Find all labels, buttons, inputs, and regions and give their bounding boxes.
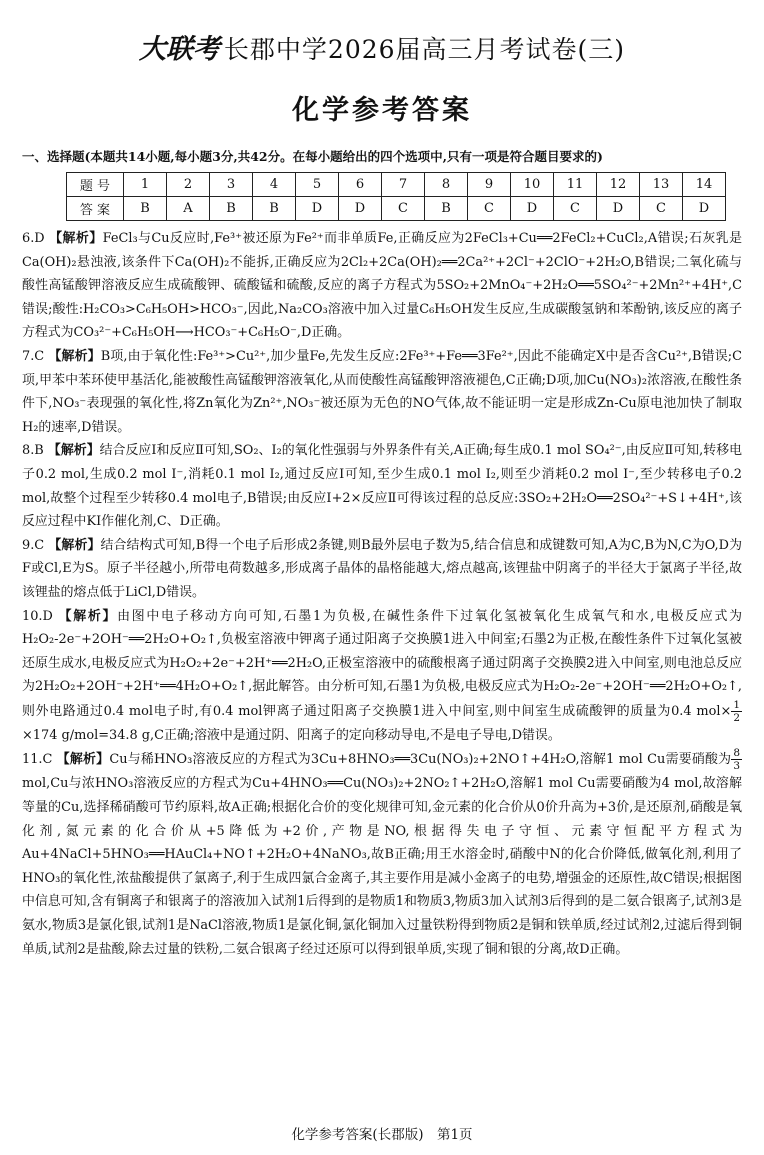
document-title: 化学参考答案 xyxy=(292,95,472,126)
question-number: 10.D xyxy=(22,608,53,624)
analysis-tag: 【解析】 xyxy=(48,348,101,364)
explanation-text: FeCl₃与Cu反应时,Fe³⁺被还原为Fe²⁺而非单质Fe,正确反应为2FeCl₃+Cu══2FeCl₂+CuCl₂,A错误;石灰乳是Ca(OH)₂悬浊液,该条件下Ca(OH)₂不能拆,正确反应为2Cl₂+2Ca(OH)₂══2Ca²⁺+2Cl⁻+2ClO⁻+2H₂O,B错误;二氧化硫与酸性高锰酸钾溶液反应生成硫酸钾、硫酸锰和硫酸,反应的离子方程式为5SO₂+2MnO₄⁻+2H₂O══5SO₄²⁻+2Mn²⁺+4H⁺,C错误;酸性:H₂CO₃>C₆H₅OH>HCO₃⁻,因此,Na₂CO₃溶液中加入过量C₆H₅OH发生反应,生成碳酸氢钠和苯酚钠,该反应的离子方程式为CO₃²⁻+C₆H₅OH⟶HCO₃⁻+C₆H₅O⁻,D正确。 xyxy=(22,231,742,341)
answer-cell: B xyxy=(210,197,253,221)
question-number-cell: 5 xyxy=(296,173,339,197)
question-number: 7.C xyxy=(22,348,45,364)
answer-row xyxy=(67,197,726,221)
fraction-denominator: 3 xyxy=(733,760,740,773)
answer-cell: C xyxy=(468,197,511,221)
question-number-cell: 3 xyxy=(210,173,253,197)
answer-cell: D xyxy=(339,197,382,221)
question-number-cell: 13 xyxy=(640,173,683,197)
fraction-numerator: 1 xyxy=(733,698,740,711)
answer-cell: C xyxy=(640,197,683,221)
exam-title: 长郡中学2026届高三月考试卷(三) xyxy=(223,35,626,64)
question-number-cell: 12 xyxy=(597,173,640,197)
answer-cell: D xyxy=(296,197,339,221)
question-number-cell: 11 xyxy=(554,173,597,197)
question-number-cell: 9 xyxy=(468,173,511,197)
answer-label: 答 案 xyxy=(67,197,124,221)
question-number-cell: 8 xyxy=(425,173,468,197)
answer-cell: B xyxy=(124,197,167,221)
brand-logo-text: 大联考 xyxy=(138,34,220,64)
explanation-q8 xyxy=(22,439,742,533)
explanation-text-continued: mol,Cu与浓HNO₃溶液反应的方程式为Cu+4HNO₃══Cu(NO₃)₂+2NO₂↑+2H₂O,溶解1 mol Cu需要硝酸为4 mol,故溶解等量的Cu,选择稀硝酸可节约原料,故A正确;根据化合价的变化规律可知,金元素的化合价从0价升高为+3价,是还原剂,硝酸是氧化剂,氮元素的化合价从+5降低为+2价,产物是NO,根据得失电子守恒、元素守恒配平方程式为Au+4NaCl+5HNO₃══HAuCl₄+NO↑+2H₂O+4NaNO₃,故B正确;用王水溶金时,硝酸中N的化合价降低,做氧化剂,利用了HNO₃的氧化性,浓盐酸提供了氯离子,利于生成四氯合金离子,其主要作用是减小金离子的电势,增强金的还原性,故C错误;根据图中信息可知,含有铜离子和银离子的溶液加入试剂1后得到的是物质1和物质3,物质3加入试剂3后得到的是二氨合银离子,试剂3是氨水,物质3是氯化银,试剂1是NaCl溶液,物质1是氯化铜,氯化铜加入过量铁粉得到物质2是铜和铁单质,经过试剂2,过滤后得到铜单质,试剂2是盐酸,除去过量的铁粉,二氨合银离子经过还原可以得到银单质,实现了铜和银的分离,故D正确。 xyxy=(22,776,742,957)
fraction xyxy=(731,747,742,772)
explanation-text: B项,由于氧化性:Fe³⁺>Cu²⁺,加少量Fe,先发生反应:2Fe³⁺+Fe══3Fe²⁺,因此不能确定X中是否含Cu²⁺,B错误;C项,甲苯中苯环使甲基活化,能被酸性高锰酸钾溶液氧化,从而使酸性高锰酸钾溶液褪色,C正确;D项,加Cu(NO₃)₂浓溶液,在酸性条件下,NO₃⁻表现强的氧化性,将Zn氧化为Zn²⁺,NO₃⁻被还原为无色的NO气体,故不能证明一定是形成Zn-Cu原电池加快了制取H₂的速率,D错误。 xyxy=(22,348,743,435)
fraction xyxy=(731,699,742,724)
explanation-text: Cu与稀HNO₃溶液反应的方程式为3Cu+8HNO₃══3Cu(NO₃)₂+2NO↑+4H₂O,溶解1 mol Cu需要硝酸为 xyxy=(109,752,732,768)
answer-table xyxy=(66,172,726,221)
explanation-q6 xyxy=(22,227,742,345)
analysis-tag: 【解析】 xyxy=(48,537,101,553)
analysis-tag: 【解析】 xyxy=(58,608,118,624)
question-number: 11.C xyxy=(22,752,53,768)
explanation-text: 结合结构式可知,B得一个电子后形成2条键,则B最外层电子数为5,结合信息和成键数可知,A为C,B为N,C为O,D为F或Cl,E为S。原子半径越小,所带电荷数越多,形成离子晶体的晶格能越大,熔点越高,该锂盐中阴离子的半径大于氯离子半径,故该锂盐的熔点低于LiCl,D错误。 xyxy=(22,537,743,600)
answer-cell: B xyxy=(253,197,296,221)
question-number: 9.C xyxy=(22,537,45,553)
question-number-cell: 4 xyxy=(253,173,296,197)
answer-cell: C xyxy=(382,197,425,221)
question-number-cell: 10 xyxy=(511,173,554,197)
question-number-cell: 14 xyxy=(683,173,726,197)
analysis-tag: 【解析】 xyxy=(49,231,103,246)
answer-cell: D xyxy=(597,197,640,221)
answer-cell: B xyxy=(425,197,468,221)
explanation-text: 由图中电子移动方向可知,石墨1为负极,在碱性条件下过氧化氢被氧化生成氧气和水,电极反应式为H₂O₂-2e⁻+2OH⁻══2H₂O+O₂↑,负极室溶液中钾离子通过阳离子交换膜1进入中间室;石墨2为正极,在酸性条件下过氧化氢被还原生成水,电极反应式为H₂O₂+2e⁻+2H⁺══2H₂O,正极室溶液中的硫酸根离子通过阴离子交换膜2进入中间室,则电池总反应为2H₂O₂+2OH⁻+2H⁺══4H₂O+O₂↑,据此解答。由分析可知,石墨1为负极,电极反应式为H₂O₂-2e⁻+2OH⁻══2H₂O+O₂↑,则外电路通过0.4 mol电子时,有0.4 mol钾离子通过阳离子交换膜1进入中间室,则中间室生成硫酸钾的质量为0.4 mol× xyxy=(22,608,742,719)
explanation-q10 xyxy=(22,605,742,748)
answer-cell: D xyxy=(511,197,554,221)
question-number-cell: 6 xyxy=(339,173,382,197)
section-heading: 一、选择题(本题共14小题,每小题3分,共42分。在每小题给出的四个选项中,只有一项是符合题目要求的) xyxy=(22,149,603,164)
question-number: 8.B xyxy=(22,443,44,459)
answer-cell: D xyxy=(683,197,726,221)
explanation-text: 结合反应Ⅰ和反应Ⅱ可知,SO₂、I₂的氧化性强弱与外界条件有关,A正确;每生成0.1 mol SO₄²⁻,由反应Ⅱ可知,转移电子0.2 mol,生成0.2 mol I⁻,消耗0.1 mol I₂,通过反应Ⅰ可知,至少生成0.1 mol I₂,则至少消耗0.2 mol I⁻,至少转移电子0.2 mol,故整个过程至少转移0.4 mol电子,B错误;由反应Ⅰ+2×反应Ⅱ可得该过程的总反应:3SO₂+2H₂O══2SO₄²⁻+S↓+4H⁺,该反应过程中KI作催化剂,C、D正确。 xyxy=(22,443,743,530)
question-number-row xyxy=(67,173,726,197)
explanation-text-continued: ×174 g/mol=34.8 g,C正确;溶液中是通过阴、阳离子的定向移动导电,不是电子导电,D错误。 xyxy=(22,727,561,743)
fraction-numerator: 8 xyxy=(733,747,740,760)
question-number-label: 题 号 xyxy=(67,173,124,197)
analysis-tag: 【解析】 xyxy=(47,443,100,459)
answer-cell: C xyxy=(554,197,597,221)
analysis-tag: 【解析】 xyxy=(56,752,110,768)
explanation-q11 xyxy=(22,747,742,961)
answer-cell: A xyxy=(167,197,210,221)
question-number-cell: 2 xyxy=(167,173,210,197)
exam-header xyxy=(22,8,742,66)
fraction-denominator: 2 xyxy=(733,711,740,724)
question-number-cell: 1 xyxy=(124,173,167,197)
explanation-q7 xyxy=(22,345,742,439)
question-number-cell: 7 xyxy=(382,173,425,197)
page-footer: 化学参考答案(长郡版) 第1页 xyxy=(291,1127,473,1143)
question-number: 6.D xyxy=(22,231,45,246)
explanation-q9 xyxy=(22,534,742,605)
